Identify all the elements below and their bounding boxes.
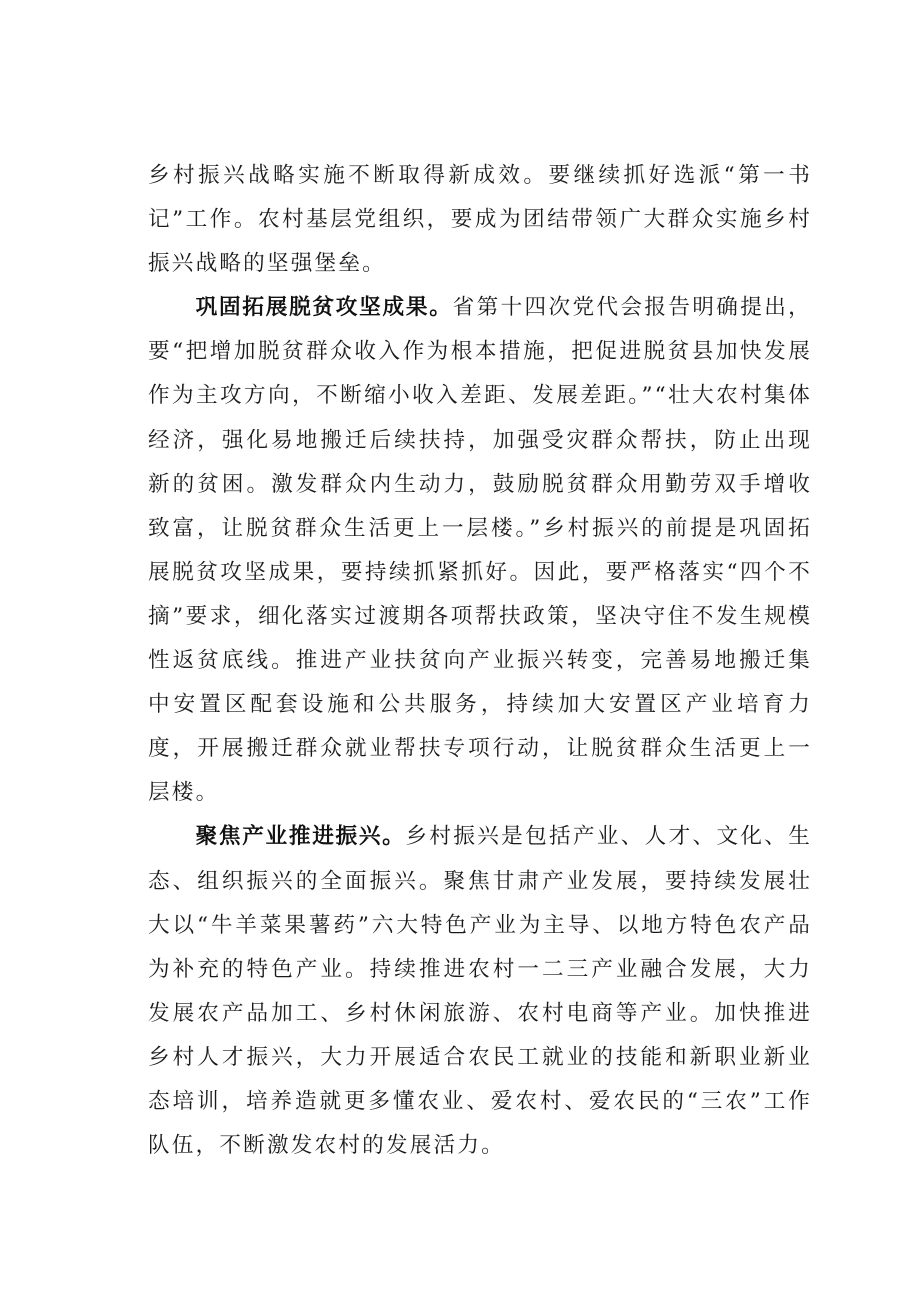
paragraph-text: 省第十四次党代会报告明确提出，要“把增加脱贫群众收入作为根本措施，把促进脱贫县加快发展作为主攻方向，不断缩小收入差距、发展差距。”“壮大农村集体经济，强化易地搬迁后续扶持，加强受灾群众帮扶，防止出现新的贫困。激发群众内生动力，鼓励脱贫群众用勤劳双手增收致富，让脱贫群众生活更上一层楼。”乡村振兴的前提是巩固拓展脱贫攻坚成果，要持续抓紧抓好。因此，要严格落实“四个不摘”要求，细化落实过渡期各项帮扶政策，坚决守住不发生规模性返贫底线。推进产业扶贫向产业振兴转变，完善易地搬迁集中安置区配套设施和公共服务，持续加大安置区产业培育力度，开展搬迁群众就业帮扶专项行动，让脱贫群众生活更上一层楼。 — [148, 295, 812, 806]
paragraph-text: 乡村振兴是包括产业、人才、文化、生态、组织振兴的全面振兴。聚焦甘肃产业发展，要持续发展壮大以“牛羊菜果薯药”六大特色产业为主导、以地方特色农产品为补充的特色产业。持续推进农村一二三产业融合发展，大力发展农产品加工、乡村休闲旅游、农村电商等产业。加快推进乡村人才振兴，大力开展适合农民工就业的技能和新职业新业态培训，培养造就更多懂农业、爱农村、爱农民的“三农”工作队伍，不断激发农村的发展活力。 — [148, 824, 812, 1159]
paragraph-heading: 聚焦产业推进振兴。 — [195, 824, 406, 850]
paragraph-industry-revitalization — [148, 815, 812, 1168]
document-body — [148, 154, 812, 1168]
paragraph-text: 乡村振兴战略实施不断取得新成效。要继续抓好选派“第一书记”工作。农村基层党组织，要成为团结带领广大群众实施乡村振兴战略的坚强堡垒。 — [148, 163, 812, 277]
paragraph-consolidate-poverty-alleviation — [148, 286, 812, 815]
paragraph-heading: 巩固拓展脱贫攻坚成果。 — [195, 295, 453, 321]
paragraph-continuation — [148, 154, 812, 286]
